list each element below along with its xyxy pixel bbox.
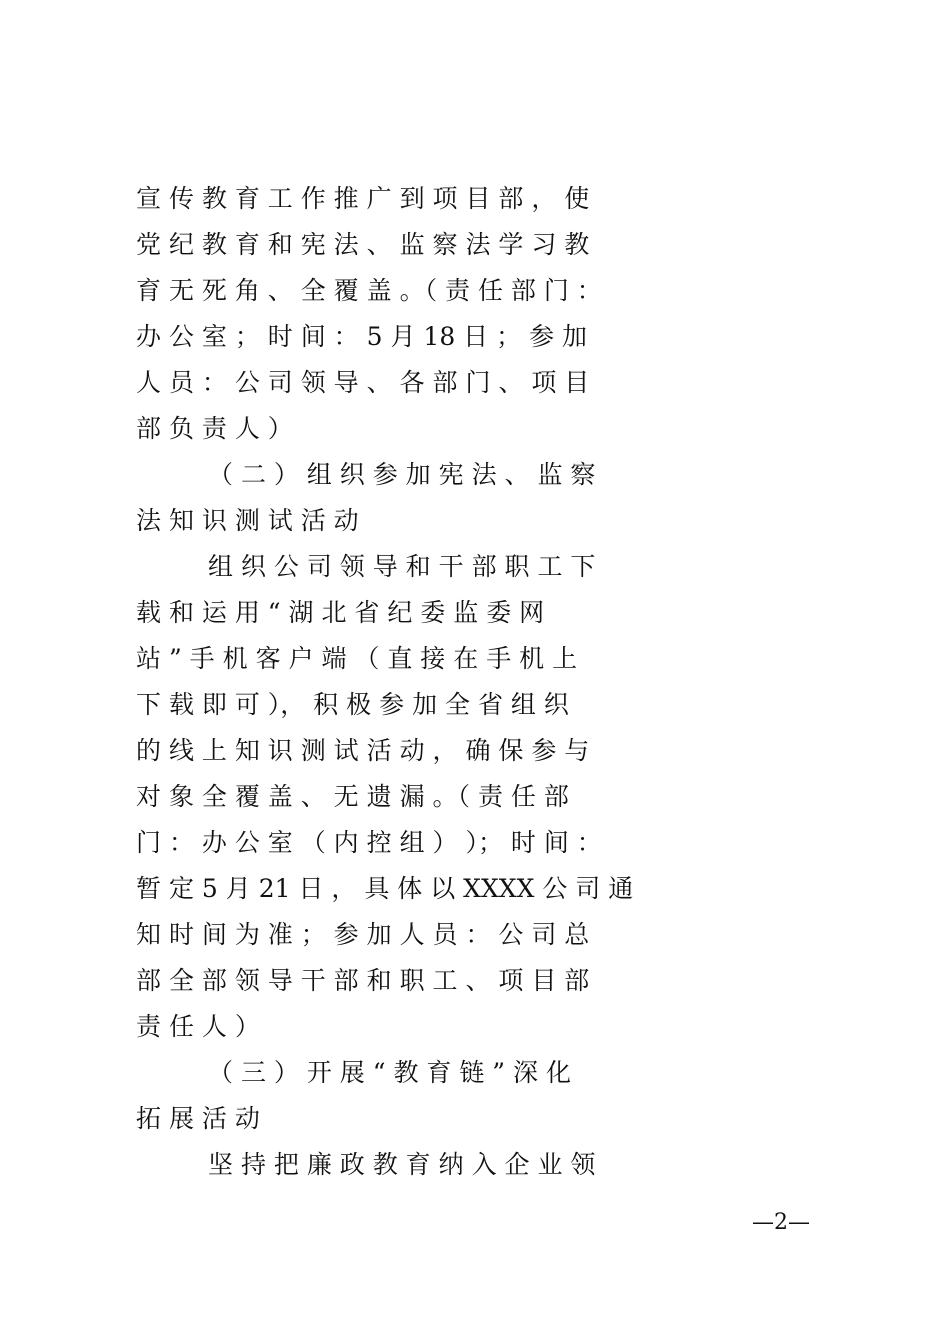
text-line: 下 载 即 可 ）， 积 极 参 加 全 省 组 织 <box>136 690 569 719</box>
section-heading-2: （ 二 ） 组 织 参 加 宪 法 、 监 察 <box>208 460 596 489</box>
text-line: 载 和 运 用 “ 湖 北 省 纪 委 监 委 网 <box>136 598 545 627</box>
text-line: 人 员 ： 公 司 领 导 、 各 部 门 、 项 目 <box>136 368 590 397</box>
text-line: 育 无 死 角 、 全 覆 盖 。（ 责 任 部 门 ： <box>136 276 602 305</box>
section-heading-3: （ 三 ） 开 展 “ 教 育 链 ” 深 化 <box>208 1058 571 1087</box>
text-line: 的 线 上 知 识 测 试 活 动 ， 确 保 参 与 <box>136 736 590 765</box>
text-line: 部 负 责 人 ） <box>136 414 293 443</box>
text-line: 宣 传 教 育 工 作 推 广 到 项 目 部 ， 使 <box>136 184 590 213</box>
text-line: 责 任 人 ） <box>136 1012 260 1041</box>
text-line: 办 公 室 ； 时 间 ： 5 月 18 日 ； 参 加 <box>136 322 588 351</box>
text-line: 站 ” 手 机 客 户 端 （ 直 接 在 手 机 上 <box>136 644 578 673</box>
text-line: 门 ： 办 公 室 （ 内 控 组 ） ）； 时 间 ： <box>136 828 602 857</box>
text-line: 党 纪 教 育 和 宪 法 、 监 察 法 学 习 教 <box>136 230 590 259</box>
text-line: 暂 定 5 月 21 日 ， 具 体 以 XXXX 公 司 通 <box>136 874 634 903</box>
text-line: 知 时 间 为 准 ； 参 加 人 员 ： 公 司 总 <box>136 920 590 949</box>
body-text <box>136 176 816 1188</box>
text-line: 部 全 部 领 导 干 部 和 职 工 、 项 目 部 <box>136 966 590 995</box>
section-heading-3-continued: 拓 展 活 动 <box>136 1104 260 1133</box>
text-line: 对 象 全 覆 盖 、 无 遗 漏 。（ 责 任 部 <box>136 782 569 811</box>
paragraph-start: 组 织 公 司 领 导 和 干 部 职 工 下 <box>208 552 596 581</box>
section-heading-2-continued: 法 知 识 测 试 活 动 <box>136 506 359 535</box>
paragraph-start: 坚 持 把 廉 政 教 育 纳 入 企 业 领 <box>208 1150 596 1179</box>
page-number: —2— <box>752 1210 810 1235</box>
